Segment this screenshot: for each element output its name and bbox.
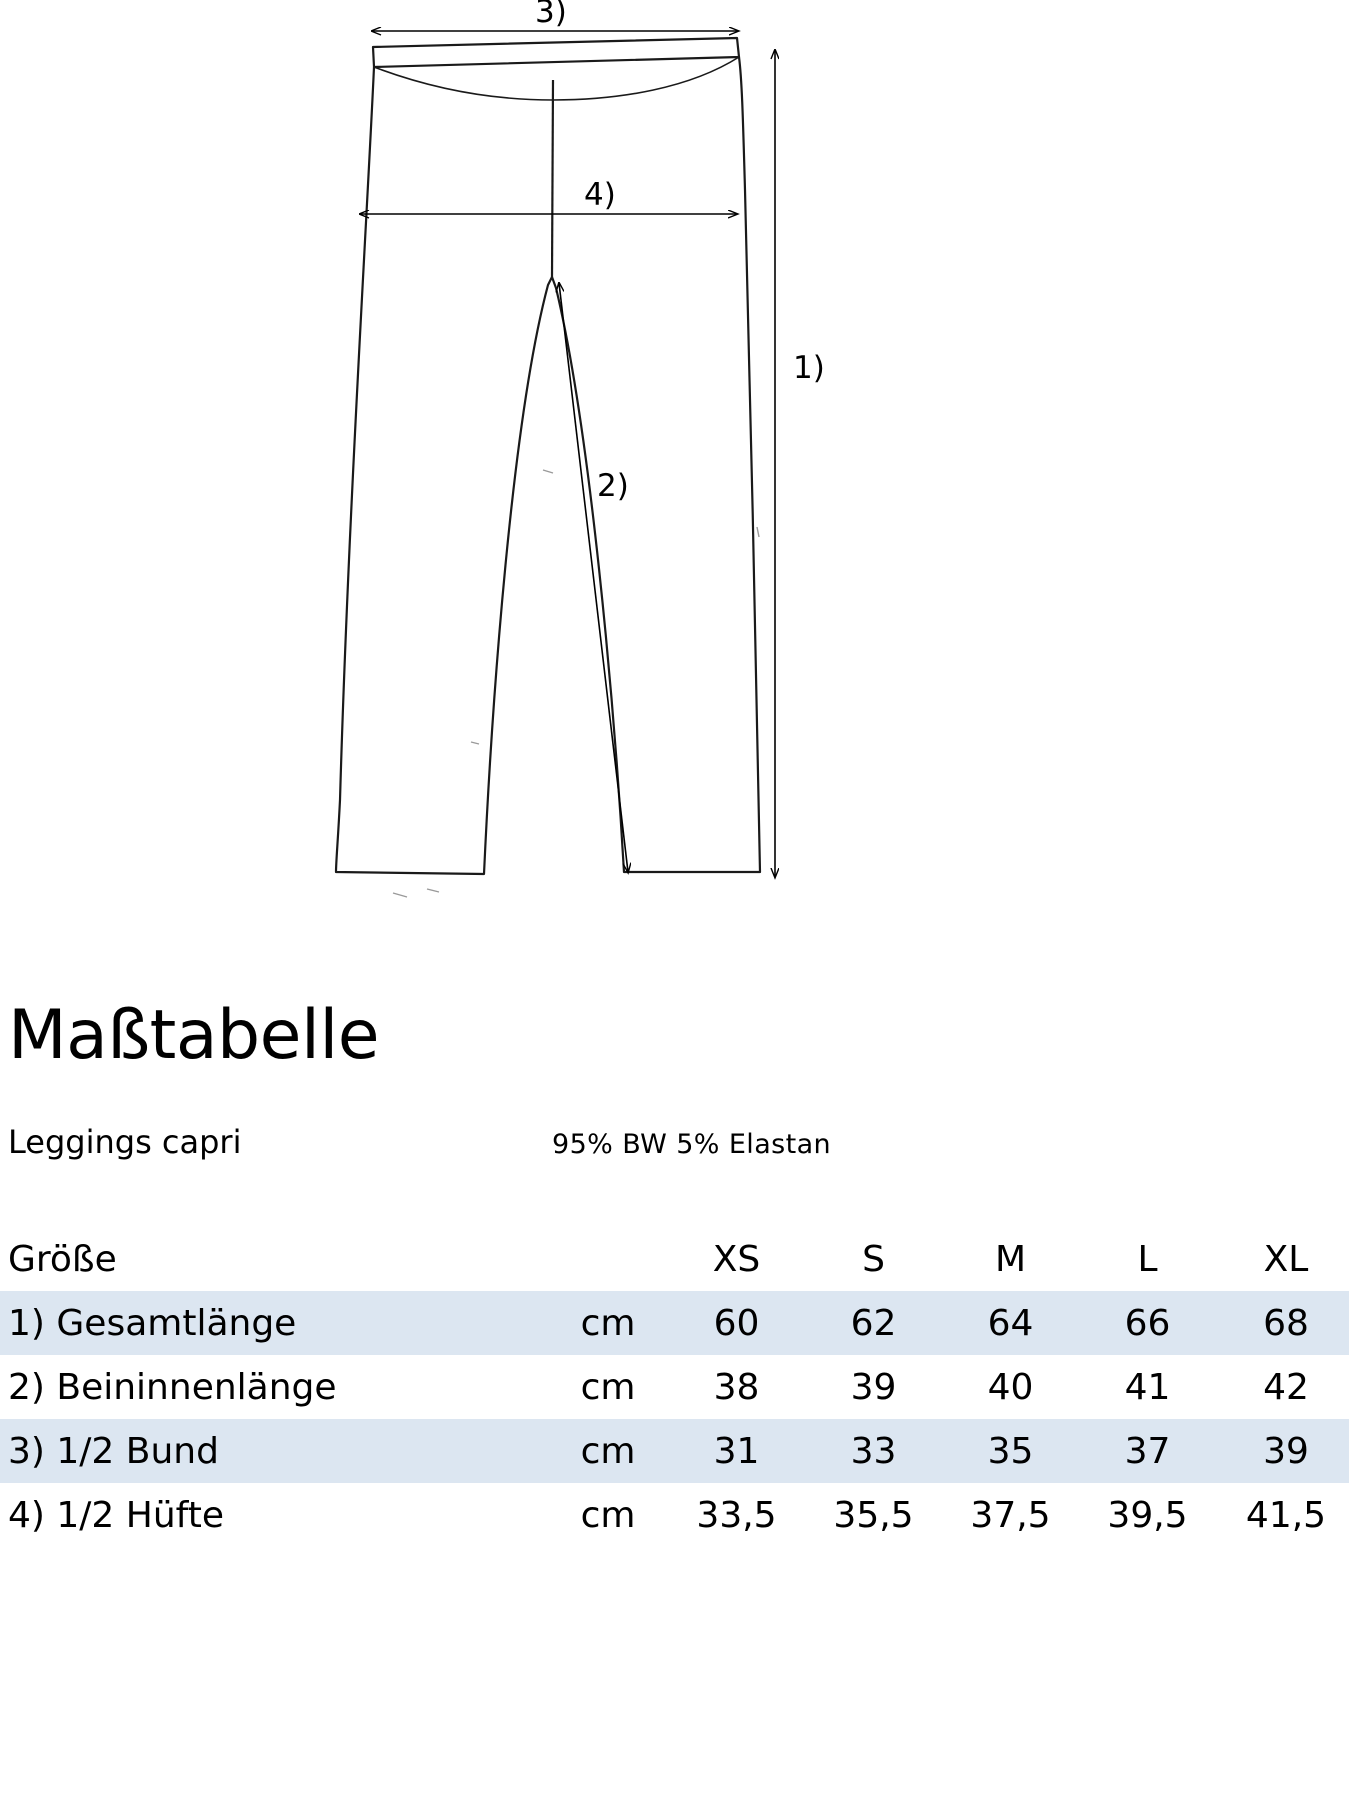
header-size-xl: XL xyxy=(1263,1238,1309,1280)
row-label-bund: 3) 1/2 Bund xyxy=(0,1419,548,1483)
dimension-label-3: 3) xyxy=(535,0,567,30)
cell-gesamtlaenge-xl: 68 xyxy=(1216,1291,1349,1355)
pants-outline xyxy=(336,38,760,897)
cell-gesamtlaenge-s: 62 xyxy=(805,1291,942,1355)
header-size-xs: XS xyxy=(712,1238,761,1280)
header-label: Größe xyxy=(8,1238,117,1280)
row-unit-beininnenlaenge: cm xyxy=(580,1366,636,1408)
row-unit-gesamtlaenge: cm xyxy=(548,1291,668,1355)
header-size-m: M xyxy=(994,1238,1027,1280)
cell-huefte-l: 39,5 xyxy=(1107,1494,1188,1536)
page-title: Maßtabelle xyxy=(8,996,380,1075)
row-unit-huefte: cm xyxy=(580,1494,636,1536)
cell-bund-s: 33 xyxy=(805,1419,942,1483)
header-size-l: L xyxy=(1137,1238,1158,1280)
header-size-s: S xyxy=(862,1238,885,1280)
table-row xyxy=(0,1483,1349,1547)
cell-bund-m: 35 xyxy=(942,1419,1079,1483)
row-unit-bund: cm xyxy=(548,1419,668,1483)
fabric-composition: 95% BW 5% Elastan xyxy=(552,1129,832,1161)
cell-gesamtlaenge-l: 66 xyxy=(1079,1291,1216,1355)
cell-bund-xl: 39 xyxy=(1216,1419,1349,1483)
product-info-row xyxy=(0,1123,1349,1183)
cell-beininnenlaenge-xs: 38 xyxy=(713,1366,760,1408)
size-table-section xyxy=(0,960,1349,1547)
cell-huefte-xl: 41,5 xyxy=(1245,1494,1327,1536)
cell-bund-l: 37 xyxy=(1079,1419,1216,1483)
measurement-table xyxy=(0,1227,1349,1547)
cell-gesamtlaenge-m: 64 xyxy=(942,1291,1079,1355)
table-row xyxy=(0,1355,1349,1419)
table-row xyxy=(0,1419,1349,1483)
dimension-2-line xyxy=(559,283,628,872)
row-label-gesamtlaenge: 1) Gesamtlänge xyxy=(0,1291,548,1355)
cell-beininnenlaenge-m: 40 xyxy=(987,1366,1034,1408)
cell-bund-xs: 31 xyxy=(668,1419,805,1483)
product-name: Leggings capri xyxy=(8,1123,242,1162)
row-label-beininnenlaenge: 2) Beininnenlänge xyxy=(8,1366,337,1408)
table-row xyxy=(0,1291,1349,1355)
cell-beininnenlaenge-s: 39 xyxy=(850,1366,897,1408)
dimension-label-4: 4) xyxy=(584,177,616,213)
cell-beininnenlaenge-xl: 42 xyxy=(1263,1366,1309,1408)
cell-gesamtlaenge-xs: 60 xyxy=(668,1291,805,1355)
header-unit xyxy=(548,1227,668,1291)
table-header-row xyxy=(0,1227,1349,1291)
cell-huefte-xs: 33,5 xyxy=(696,1494,777,1536)
dimension-label-1: 1) xyxy=(793,350,825,386)
dimension-label-2: 2) xyxy=(597,468,629,504)
cell-beininnenlaenge-l: 41 xyxy=(1124,1366,1171,1408)
cell-huefte-m: 37,5 xyxy=(970,1494,1051,1536)
row-label-huefte: 4) 1/2 Hüfte xyxy=(8,1494,224,1536)
cell-huefte-s: 35,5 xyxy=(833,1494,914,1536)
